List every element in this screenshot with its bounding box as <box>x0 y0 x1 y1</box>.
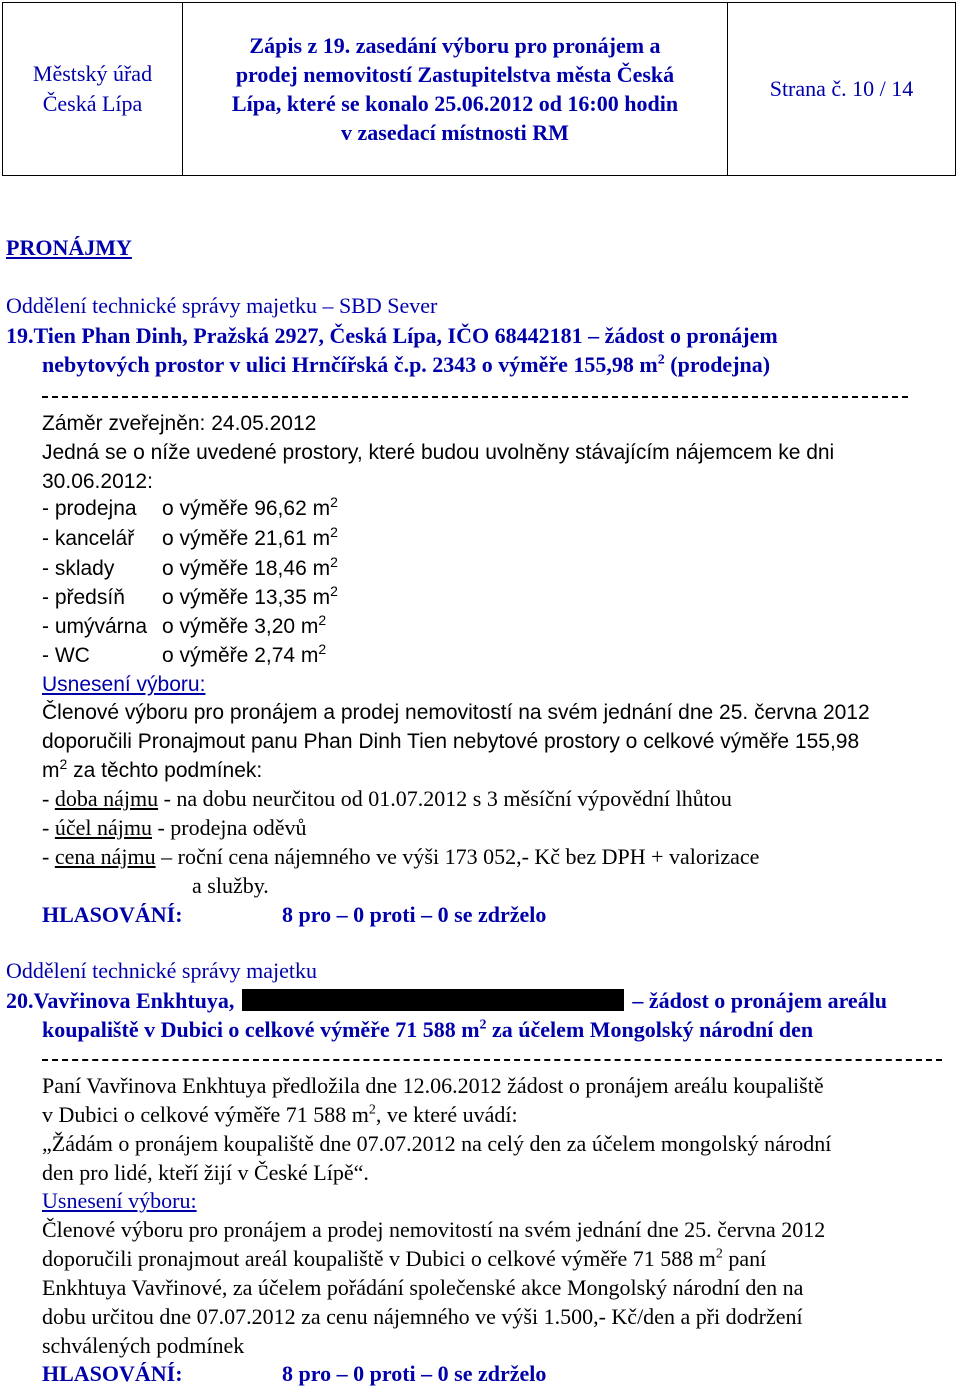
superscript: 2 <box>318 641 327 657</box>
superscript: 2 <box>330 554 338 570</box>
section-heading: PRONÁJMY <box>6 235 132 260</box>
item19-desc-line1: Jedná se o níže uvedené prostory, které budou uvolněny stávajícím nájemcem ke dni <box>42 441 835 464</box>
superscript: 2 <box>330 524 338 540</box>
room-area: o výměře 2,74 m <box>162 644 319 667</box>
page-number: Strana č. 10 / 14 <box>769 76 914 101</box>
room-name: - umývárna <box>42 615 148 638</box>
room-area: o výměře 3,20 m <box>162 615 319 638</box>
item19-condition-2: - účel nájmu - prodejna oděvů <box>42 815 307 840</box>
room-name: - předsíň <box>42 586 125 609</box>
item20-p1-line4: den pro lidé, kteří žijí v České Lípě“. <box>42 1160 369 1185</box>
item20-department: Oddělení technické správy majetku <box>6 958 317 983</box>
room-area: o výměře 21,61 m <box>162 527 331 550</box>
room-name: - kancelář <box>42 527 135 550</box>
superscript: 2 <box>715 1246 723 1262</box>
item20-resolution-label: Usnesení výboru: <box>42 1188 197 1213</box>
room-area: o výměře 18,46 m <box>162 557 331 580</box>
item20-title-text: koupaliště v Dubici o celkové výměře 71 588 m <box>42 1017 480 1042</box>
item20-res-line5: schválených podmínek <box>42 1333 245 1358</box>
room-row <box>42 524 338 551</box>
item19-condition-1: - doba nájmu - na dobu neurčitou od 01.07.2012 s 3 měsíční výpovědní lhůtou <box>42 786 732 811</box>
item19-res-line1: Členové výboru pro pronájem a prodej nemovitostí na svém jednání dne 25. června 2012 <box>42 701 870 724</box>
item19-res-line3 <box>42 756 263 783</box>
item20-title-suffix: za účelem Mongolský národní den <box>486 1017 814 1042</box>
condition-text: - na dobu neurčitou od 01.07.2012 s 3 měsíční výpovědní lhůtou <box>158 786 732 811</box>
vote-label: HLASOVÁNÍ: <box>42 1361 183 1386</box>
condition-text: – roční cena nájemného ve výši 173 052,- Kč bez DPH + valorizace <box>155 844 760 869</box>
item20-applicant: 20.Vavřinova Enkhtuya, <box>6 988 235 1013</box>
condition-text: - prodejna oděvů <box>151 815 307 840</box>
superscript: 2 <box>59 756 68 772</box>
vote-label: HLASOVÁNÍ: <box>42 902 183 927</box>
item19-title-line1: 19.Tien Phan Dinh, Pražská 2927, Česká Lípa, IČO 68442181 – žádost o pronájem <box>6 323 778 348</box>
res-line3-rest: za těchto podmínek: <box>67 759 263 782</box>
condition-label: doba nájmu <box>54 786 159 811</box>
page-header <box>2 2 956 176</box>
item19-condition-3-cont: a služby. <box>192 873 269 898</box>
item19-desc-line2: 30.06.2012: <box>42 470 153 493</box>
room-row <box>42 612 327 639</box>
item19-condition-3: - cena nájmu – roční cena nájemného ve výši 173 052,- Kč bez DPH + valorizace <box>42 844 760 869</box>
item19-title-suffix: (prodejna) <box>664 352 771 377</box>
title-line2: prodej nemovitostí Zastupitelstva města Česká <box>235 62 675 87</box>
superscript: 2 <box>318 612 327 628</box>
item20-p1-line1: Paní Vavřinova Enkhtuya předložila dne 12.06.2012 žádost o pronájem areálu koupaliště <box>42 1073 824 1098</box>
dashed-separator <box>42 1059 942 1061</box>
office-cell <box>3 3 183 175</box>
item19-department: Oddělení technické správy majetku – SBD Sever <box>6 293 438 318</box>
p1-line2-rest: , ve které uvádí: <box>375 1102 518 1127</box>
room-name: - sklady <box>42 557 115 580</box>
title-line4: v zasedací místnosti RM <box>341 120 569 145</box>
superscript: 2 <box>368 1102 376 1118</box>
item20-title-rest: – žádost o pronájem areálu <box>632 988 888 1013</box>
condition-label: cena nájmu <box>54 844 156 869</box>
superscript: 2 <box>330 583 338 599</box>
title-cell <box>183 3 728 175</box>
item19-resolution-label: Usnesení výboru: <box>42 673 206 696</box>
room-area: o výměře 13,35 m <box>162 586 331 609</box>
vote-result: 8 pro – 0 proti – 0 se zdrželo <box>282 902 547 927</box>
condition-label: účel nájmu <box>54 815 152 840</box>
redaction-bar <box>242 989 624 1011</box>
item20-res-line4: dobu určitou dne 07.07.2012 za cenu nájemného ve výši 1.500,- Kč/den a při dodržení <box>42 1304 803 1329</box>
item20-title-line1 <box>6 988 887 1014</box>
dashed-separator <box>42 396 908 398</box>
p1-line2-text: v Dubici o celkové výměře 71 588 m <box>42 1102 369 1127</box>
item19-res-line2: doporučili Pronajmout panu Phan Dinh Tien nebytové prostory o celkové výměře 155,98 <box>42 730 860 753</box>
room-row <box>42 554 338 581</box>
item20-title-line2 <box>42 1017 813 1043</box>
res-line2-text: doporučili pronajmout areál koupaliště v Dubici o celkové výměře 71 588 m <box>42 1246 716 1271</box>
office-line1: Městský úřad <box>32 61 153 86</box>
item20-res-line3: Enkhtuya Vavřinové, za účelem pořádání společenské akce Mongolský národní den na <box>42 1275 804 1300</box>
room-area: o výměře 96,62 m <box>162 497 331 520</box>
room-row <box>42 641 327 668</box>
item19-vote <box>42 902 546 928</box>
room-row <box>42 494 338 521</box>
item20-vote <box>42 1361 546 1387</box>
superscript: 2 <box>657 352 665 368</box>
item19-title-text: nebytových prostor v ulici Hrnčířská č.p. 2343 o výměře 155,98 m <box>42 352 658 377</box>
item20-p1-line2 <box>42 1102 518 1128</box>
office-line2: Česká Lípa <box>42 91 143 116</box>
item20-res-line2 <box>42 1246 766 1272</box>
room-row <box>42 583 338 610</box>
res-line3-m: m <box>42 759 60 782</box>
room-name: - prodejna <box>42 497 137 520</box>
superscript: 2 <box>479 1017 487 1033</box>
superscript: 2 <box>330 494 338 510</box>
item19-title-line2 <box>42 352 770 378</box>
item20-res-line1: Členové výboru pro pronájem a prodej nemovitostí na svém jednání dne 25. června 2012 <box>42 1217 826 1242</box>
item19-published: Záměr zveřejněn: 24.05.2012 <box>42 412 317 435</box>
title-line1: Zápis z 19. zasedání výboru pro pronájem a <box>249 33 661 58</box>
room-name: - WC <box>42 644 90 667</box>
item20-p1-line3: „Žádám o pronájem koupaliště dne 07.07.2012 na celý den za účelem mongolský národní <box>42 1131 832 1156</box>
title-line3: Lípa, které se konalo 25.06.2012 od 16:00 hodin <box>231 91 679 116</box>
res-line2-rest: paní <box>722 1246 767 1271</box>
vote-result: 8 pro – 0 proti – 0 se zdrželo <box>282 1361 547 1386</box>
